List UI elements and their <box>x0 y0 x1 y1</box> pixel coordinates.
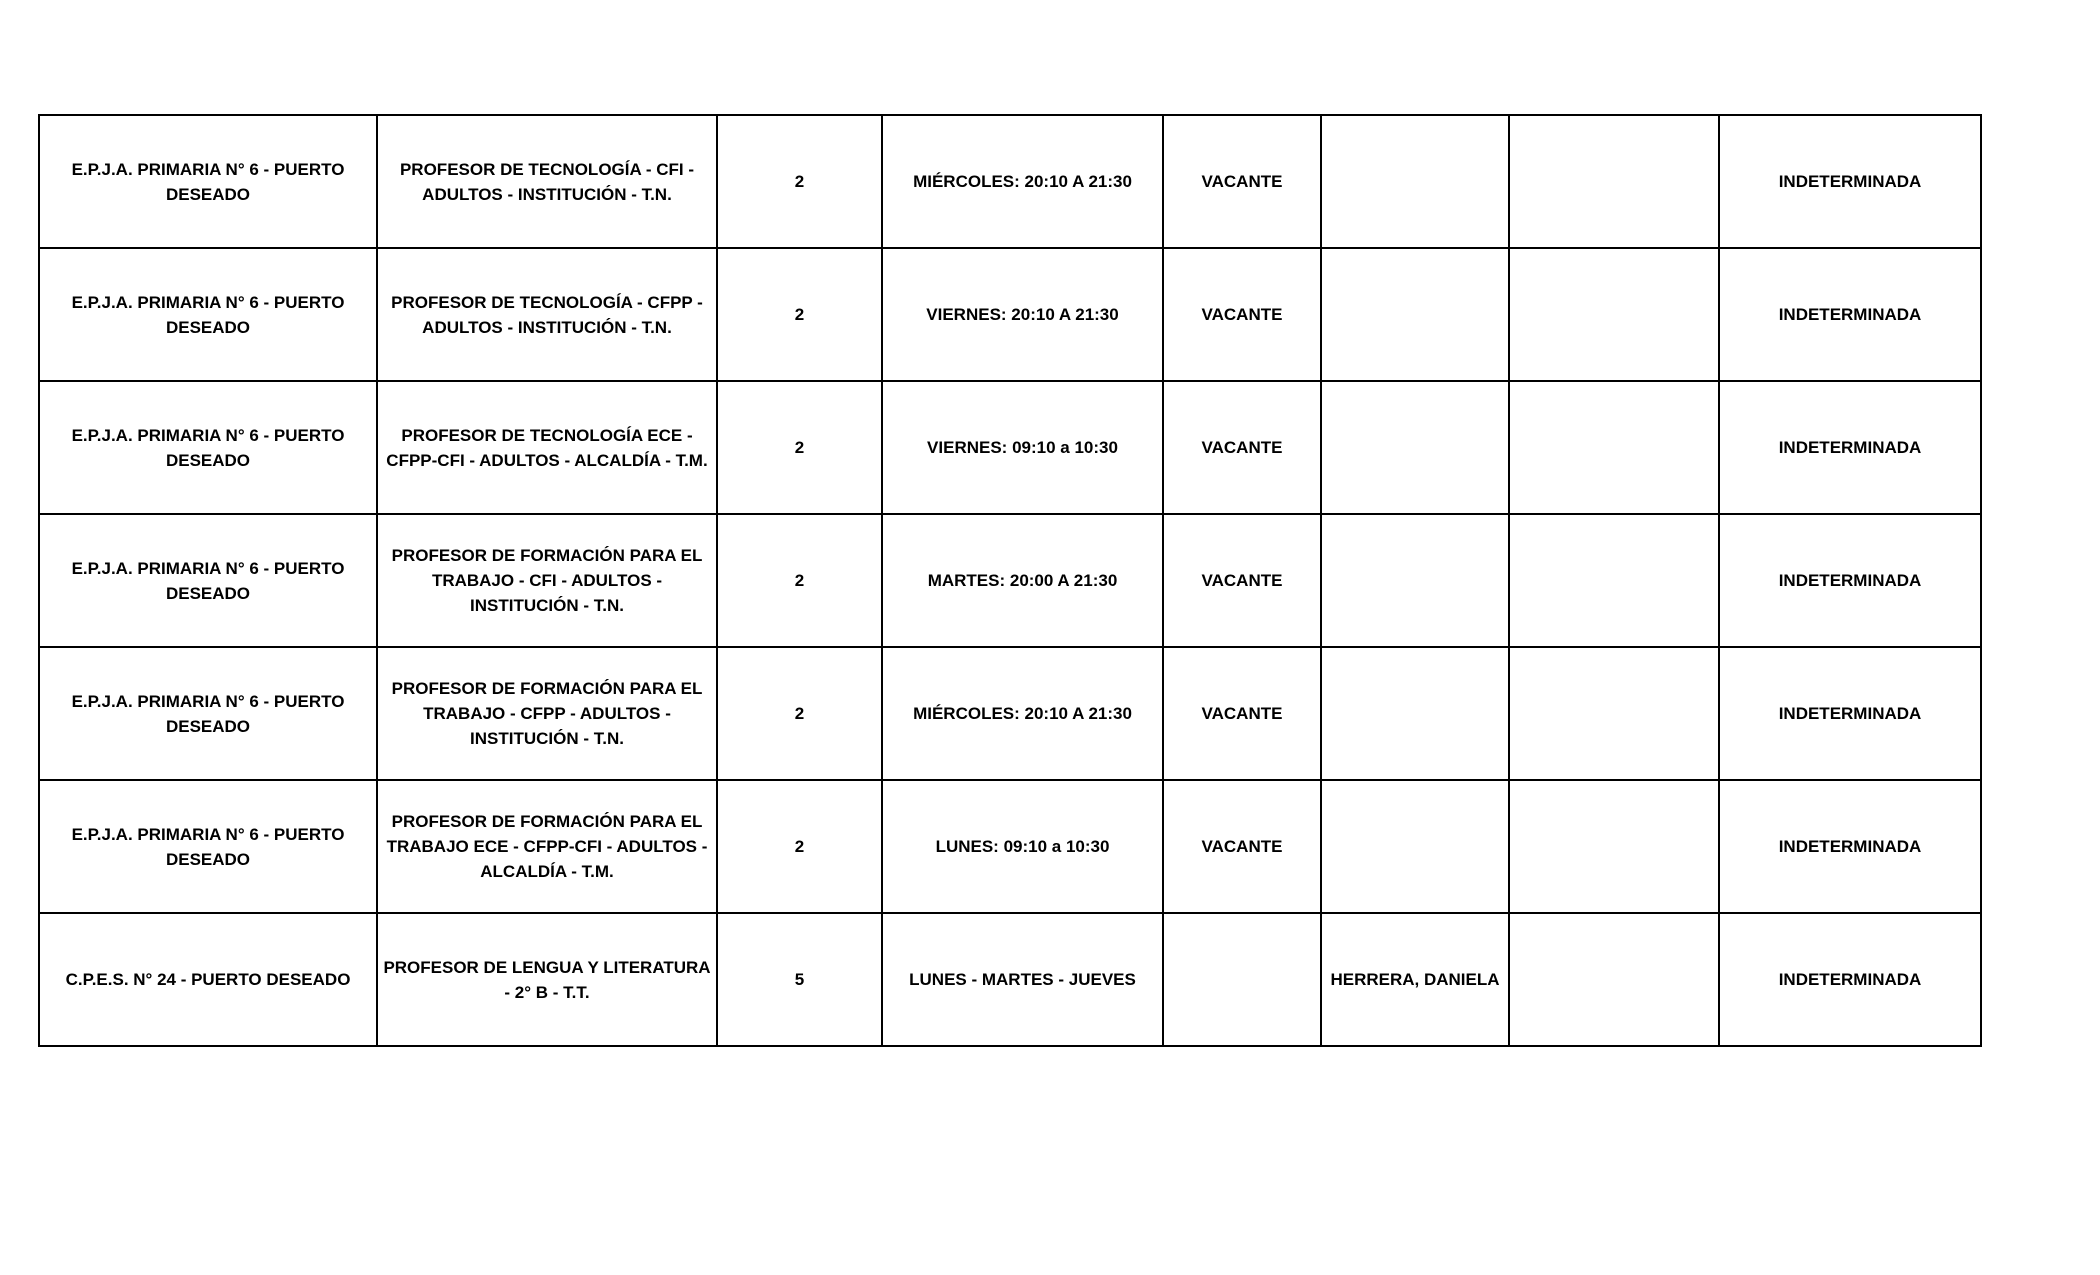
schedule-cell: LUNES - MARTES - JUEVES <box>882 913 1163 1046</box>
schedule-cell: LUNES: 09:10 a 10:30 <box>882 780 1163 913</box>
status-cell: VACANTE <box>1163 381 1321 514</box>
schedule-cell: MIÉRCOLES: 20:10 A 21:30 <box>882 647 1163 780</box>
duration-cell: INDETERMINADA <box>1719 913 1981 1046</box>
school-cell: E.P.J.A. PRIMARIA N° 6 - PUERTO DESEADO <box>39 381 377 514</box>
hours-cell: 2 <box>717 115 882 248</box>
table-row <box>39 381 1981 514</box>
status-cell: VACANTE <box>1163 647 1321 780</box>
extra-cell <box>1509 514 1719 647</box>
position-cell: PROFESOR DE FORMACIÓN PARA EL TRABAJO - CFI - ADULTOS - INSTITUCIÓN - T.N. <box>377 514 717 647</box>
table-row <box>39 780 1981 913</box>
hours-cell: 2 <box>717 647 882 780</box>
extra-cell <box>1509 647 1719 780</box>
school-cell: C.P.E.S. N° 24 - PUERTO DESEADO <box>39 913 377 1046</box>
extra-cell <box>1509 248 1719 381</box>
schedule-cell: MARTES: 20:00 A 21:30 <box>882 514 1163 647</box>
name-cell <box>1321 381 1509 514</box>
position-cell: PROFESOR DE TECNOLOGÍA ECE - CFPP-CFI - ADULTOS - ALCALDÍA - T.M. <box>377 381 717 514</box>
duration-cell: INDETERMINADA <box>1719 647 1981 780</box>
school-cell: E.P.J.A. PRIMARIA N° 6 - PUERTO DESEADO <box>39 248 377 381</box>
table-row <box>39 647 1981 780</box>
position-cell: PROFESOR DE TECNOLOGÍA - CFI - ADULTOS - INSTITUCIÓN - T.N. <box>377 115 717 248</box>
duration-cell: INDETERMINADA <box>1719 248 1981 381</box>
table-row <box>39 913 1981 1046</box>
duration-cell: INDETERMINADA <box>1719 381 1981 514</box>
extra-cell <box>1509 115 1719 248</box>
position-cell: PROFESOR DE FORMACIÓN PARA EL TRABAJO ECE - CFPP-CFI - ADULTOS - ALCALDÍA - T.M. <box>377 780 717 913</box>
school-cell: E.P.J.A. PRIMARIA N° 6 - PUERTO DESEADO <box>39 647 377 780</box>
name-cell <box>1321 780 1509 913</box>
schedule-cell: MIÉRCOLES: 20:10 A 21:30 <box>882 115 1163 248</box>
name-cell <box>1321 115 1509 248</box>
school-cell: E.P.J.A. PRIMARIA N° 6 - PUERTO DESEADO <box>39 115 377 248</box>
table-row <box>39 248 1981 381</box>
extra-cell <box>1509 381 1719 514</box>
vacancy-table <box>38 114 1982 1047</box>
duration-cell: INDETERMINADA <box>1719 115 1981 248</box>
school-cell: E.P.J.A. PRIMARIA N° 6 - PUERTO DESEADO <box>39 514 377 647</box>
schedule-cell: VIERNES: 09:10 a 10:30 <box>882 381 1163 514</box>
school-cell: E.P.J.A. PRIMARIA N° 6 - PUERTO DESEADO <box>39 780 377 913</box>
status-cell: VACANTE <box>1163 248 1321 381</box>
status-cell <box>1163 913 1321 1046</box>
name-cell <box>1321 647 1509 780</box>
name-cell <box>1321 514 1509 647</box>
position-cell: PROFESOR DE TECNOLOGÍA - CFPP - ADULTOS - INSTITUCIÓN - T.N. <box>377 248 717 381</box>
extra-cell <box>1509 913 1719 1046</box>
hours-cell: 2 <box>717 514 882 647</box>
hours-cell: 2 <box>717 381 882 514</box>
position-cell: PROFESOR DE FORMACIÓN PARA EL TRABAJO - CFPP - ADULTOS - INSTITUCIÓN - T.N. <box>377 647 717 780</box>
vacancy-table-body <box>39 115 1981 1046</box>
name-cell: HERRERA, DANIELA <box>1321 913 1509 1046</box>
extra-cell <box>1509 780 1719 913</box>
schedule-cell: VIERNES: 20:10 A 21:30 <box>882 248 1163 381</box>
table-row <box>39 115 1981 248</box>
duration-cell: INDETERMINADA <box>1719 780 1981 913</box>
table-row <box>39 514 1981 647</box>
position-cell: PROFESOR DE LENGUA Y LITERATURA - 2° B - T.T. <box>377 913 717 1046</box>
status-cell: VACANTE <box>1163 514 1321 647</box>
hours-cell: 2 <box>717 248 882 381</box>
hours-cell: 5 <box>717 913 882 1046</box>
hours-cell: 2 <box>717 780 882 913</box>
duration-cell: INDETERMINADA <box>1719 514 1981 647</box>
status-cell: VACANTE <box>1163 780 1321 913</box>
status-cell: VACANTE <box>1163 115 1321 248</box>
name-cell <box>1321 248 1509 381</box>
